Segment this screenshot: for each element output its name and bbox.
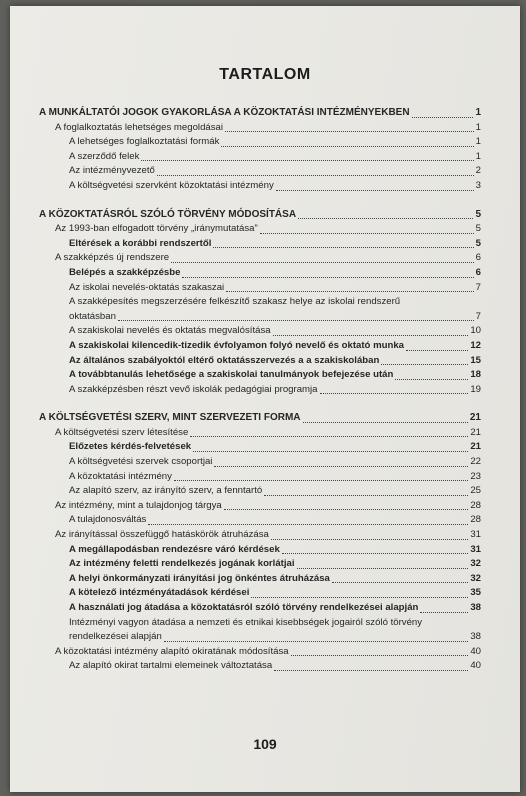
toc-entry (39, 266, 481, 281)
toc-entry-text: A szakképzésben részt vevő iskolák pedagógiai programja (69, 383, 318, 395)
page-number: 109 (253, 736, 277, 752)
toc-entry-text: A közoktatási intézmény (69, 470, 172, 482)
toc-page-number: 31 (470, 529, 481, 541)
toc-entry (39, 324, 481, 339)
toc-entry-text: A szakképzés új rendszere (55, 252, 170, 264)
toc-entry (39, 383, 481, 398)
toc-page-number: 28 (470, 514, 481, 526)
toc-entry-text: Az általános szabályoktól eltérő oktatásszervezés a a szakiskolában (69, 354, 380, 366)
toc-page-number: 28 (470, 499, 481, 511)
toc-page-number: 21 (469, 412, 481, 424)
toc-page-number: 3 (475, 179, 481, 191)
dot-leader (164, 641, 469, 642)
toc-entry-text: A költségvetési szervek csoportjai (69, 456, 213, 468)
dot-leader (276, 190, 474, 191)
toc-page-number: 23 (470, 470, 481, 482)
toc-entry (39, 543, 481, 558)
dot-leader (214, 466, 468, 467)
toc-entry (39, 659, 481, 674)
toc-entry (39, 135, 481, 150)
toc-entry (39, 645, 481, 660)
toc-page-number: 10 (470, 325, 481, 337)
toc-page-number: 38 (470, 602, 481, 613)
page-title: TARTALOM (219, 66, 311, 83)
toc-section-heading (39, 106, 481, 121)
toc-page-number: 6 (475, 266, 481, 278)
toc-page-number: 22 (470, 456, 481, 468)
toc-entry (39, 222, 481, 237)
toc-entry (39, 499, 481, 514)
toc-entry-text: A helyi önkormányzati irányítási jog önkéntes átruházása (69, 572, 330, 584)
toc-page-number: 19 (470, 383, 481, 395)
dot-leader (395, 379, 468, 380)
dot-leader (148, 524, 468, 525)
toc-page-number: 5 (475, 208, 481, 220)
toc-entry (39, 310, 481, 325)
toc-page-number: 12 (470, 339, 481, 351)
dot-leader (118, 320, 474, 321)
toc-page-number: 40 (470, 645, 481, 657)
toc-entry-text: A használati jog átadása a közoktatásról szóló törvény rendelkezései alapján (69, 602, 419, 613)
dot-leader (264, 495, 468, 496)
toc-page-number: 31 (470, 543, 481, 555)
dot-leader (332, 582, 468, 583)
toc-entry-text: A közoktatási intézmény alapító okiratának módosítása (55, 645, 289, 657)
toc-entry-text: A költségvetési szervként közoktatási intézmény (69, 179, 274, 191)
dot-leader (251, 597, 468, 598)
toc-entry-text: Az intézményvezető (69, 165, 155, 177)
toc-page-number: 7 (475, 281, 481, 293)
dot-leader (381, 364, 468, 365)
book-page (10, 6, 520, 792)
dot-leader (271, 539, 468, 540)
toc-entry (39, 354, 481, 369)
toc-page-number: 38 (470, 631, 481, 643)
dot-leader (303, 422, 468, 423)
toc-entry-text: A költségvetési szerv létesítése (55, 426, 189, 438)
toc-entry-text: A szerződő felek (69, 150, 140, 162)
toc-entry-text: A kötelező intézményátadások kérdései (69, 587, 250, 599)
toc-page-number: 18 (470, 369, 481, 381)
dot-leader (291, 655, 469, 656)
toc-page-number: 21 (470, 441, 481, 453)
toc-entry-first-line: A szakképesítés megszerzésére felkészítő szakasz helye az iskolai rendszerű (69, 296, 401, 308)
dot-leader (141, 160, 473, 161)
toc-entry-text: Az intézmény feletti rendelkezés jogának korlátjai (69, 558, 295, 570)
toc-entry (39, 484, 481, 499)
toc-entry-text: Az iskolai nevelés-oktatás szakaszai (69, 281, 225, 293)
toc-entry-text: A foglalkoztatás lehetséges megoldásai (55, 121, 223, 133)
dot-leader (182, 277, 473, 278)
toc-section (39, 411, 481, 674)
toc-page-number: 1 (475, 107, 481, 118)
toc-page-number: 5 (475, 237, 481, 249)
toc-entry-text: A szakiskolai nevelés és oktatás megvalósítása (69, 325, 271, 337)
toc-entry (39, 164, 481, 179)
toc-entry (39, 251, 481, 266)
dot-leader (274, 670, 468, 671)
toc-page-number: 21 (470, 426, 481, 438)
toc-entry (39, 440, 481, 455)
toc-page-number: 35 (470, 587, 481, 599)
toc-entry (39, 368, 481, 383)
dot-leader (193, 451, 468, 452)
dot-leader (221, 146, 473, 147)
dot-leader (298, 218, 473, 219)
dot-leader (157, 175, 474, 176)
toc-page-number: 6 (475, 252, 481, 264)
toc-entry (39, 557, 481, 572)
toc-page-number: 7 (475, 310, 481, 322)
toc-entry (39, 630, 481, 645)
toc-entry-text: Az intézmény, mint a tulajdonjog tárgya (55, 499, 222, 511)
toc-entry (39, 513, 481, 528)
toc-entry (39, 121, 481, 136)
toc-page-number: 32 (470, 572, 481, 584)
toc-entry (39, 339, 481, 354)
toc-entry-text: Az irányítással összefüggő hatáskörök átruházása (55, 529, 269, 541)
toc-entry-text: Az alapító okirat tartalmi elemeinek változtatása (69, 660, 273, 672)
dot-leader (190, 436, 468, 437)
dot-leader (412, 117, 474, 118)
dot-leader (406, 350, 468, 351)
toc-entry (39, 572, 481, 587)
table-of-contents (39, 106, 481, 688)
dot-leader (225, 131, 474, 132)
toc-entry (39, 470, 481, 485)
toc-entry-text: A szakiskolai kilencedik-tizedik évfolyamon folyó nevelő és oktató munka (69, 339, 405, 351)
toc-section-heading (39, 208, 481, 223)
toc-section (39, 208, 481, 398)
toc-entry (39, 586, 481, 601)
toc-page-number: 1 (475, 150, 481, 162)
toc-page-number: 5 (475, 223, 481, 235)
toc-entry-text: A tulajdonosváltás (69, 514, 147, 526)
toc-page-number: 1 (475, 121, 481, 133)
toc-page-number: 25 (470, 485, 481, 497)
toc-page-number: 32 (470, 558, 481, 570)
toc-page-number: 1 (475, 136, 481, 148)
dot-leader (320, 393, 469, 394)
dot-leader (171, 262, 474, 263)
toc-entry (39, 237, 481, 252)
toc-entry (39, 426, 481, 441)
toc-entry-text: oktatásban (69, 310, 116, 322)
toc-page-number: 2 (475, 165, 481, 177)
dot-leader (297, 568, 469, 569)
dot-leader (282, 553, 469, 554)
toc-entry-text: A KÖZOKTATÁSRÓL SZÓLÓ TÖRVÉNY MÓDOSÍTÁSA (39, 208, 297, 220)
dot-leader (213, 247, 473, 248)
dot-leader (273, 335, 469, 336)
toc-entry-text: Előzetes kérdés-felvetések (69, 441, 192, 453)
toc-entry-text: A lehetséges foglalkoztatási formák (69, 136, 220, 148)
toc-entry-text: A megállapodásban rendezésre váró kérdések (69, 543, 280, 555)
toc-entry-text: A MUNKÁLTATÓI JOGOK GYAKORLÁSA A KÖZOKTATÁSI INTÉZMÉNYEKBEN (39, 107, 410, 118)
toc-entry (39, 150, 481, 165)
toc-section (39, 106, 481, 194)
toc-section-heading (39, 411, 481, 426)
toc-entry (39, 281, 481, 296)
toc-entry-text: A KÖLTSÉGVETÉSI SZERV, MINT SZERVEZETI FORMA (39, 412, 301, 424)
dot-leader (420, 612, 468, 613)
toc-entry-first-line: Intézményi vagyon átadása a nemzeti és etnikai kisebbségek jogairól szóló törvény (69, 616, 423, 628)
toc-entry-text: Belépés a szakképzésbe (69, 266, 181, 278)
toc-entry (39, 179, 481, 194)
dot-leader (174, 480, 468, 481)
toc-entry (39, 528, 481, 543)
toc-entry-text: A továbbtanulás lehetősége a szakiskolai tanulmányok befejezése után (69, 369, 394, 381)
dot-leader (224, 509, 469, 510)
toc-page-number: 40 (470, 660, 481, 672)
dot-leader (260, 233, 474, 234)
dot-leader (226, 291, 473, 292)
toc-entry-text: rendelkezései alapján (69, 631, 162, 643)
toc-entry (39, 455, 481, 470)
toc-entry-text: Eltérések a korábbi rendszertől (69, 237, 212, 249)
toc-entry-text: Az alapító szerv, az irányító szerv, a fenntartó (69, 485, 263, 497)
toc-entry-text: Az 1993-ban elfogadott törvény „iránymutatása” (55, 223, 258, 235)
toc-entry (39, 601, 481, 616)
toc-page-number: 15 (470, 354, 481, 366)
